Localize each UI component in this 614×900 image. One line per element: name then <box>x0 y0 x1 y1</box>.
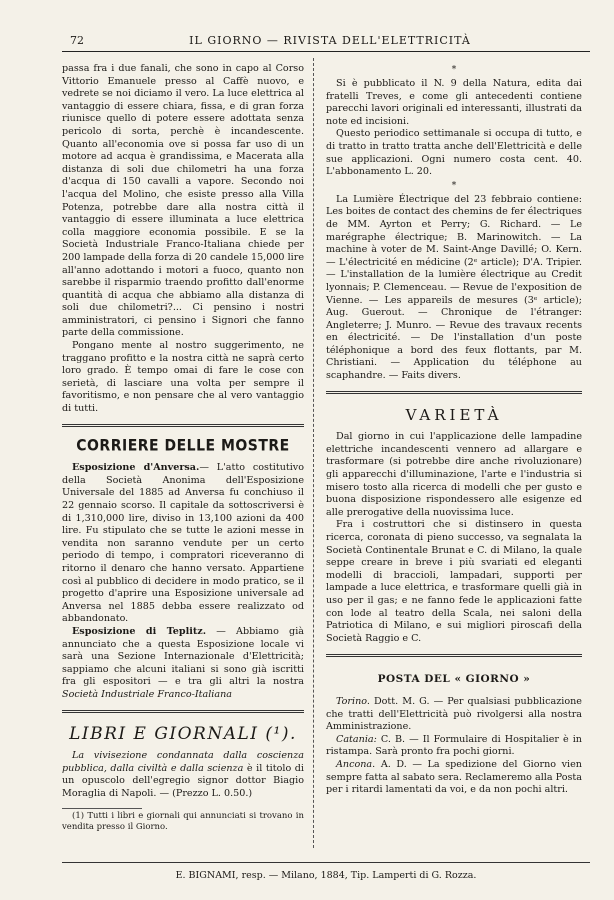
book-title: La vivisezione condannata dalla coscienza pubblica, dalla civiltà e dalla scienza <box>62 750 304 774</box>
footer-rule <box>62 862 590 863</box>
footnote-rule <box>62 808 142 809</box>
asterisk-divider: * <box>451 180 457 191</box>
teplitz-heading: Esposizione di Teplitz. <box>72 625 207 637</box>
paragraph-lumiere: La Lumière Électrique del 23 febbraio contiene: Les boites de contact des chemins de fer électriques de MM. Ayrton et Perry; G. Richard. — Le marégraphe électrique; B. Marinowitch. — La machine à voter de M. Saint-Ange Davillé; O. Kern. — L'électricité en médicine (2ᵉ article); D'A. Tripier. — L'installation de la lumière électrique au Credit lyonnais; P. Clemenceau. — Revue de l'exposition de Vienne. — Les appareils de mesures (3ᵉ article); Aug. Guerout. — Chronique de l'étranger: Angleterre; J. Munro. — Revue des travaux recents en électricité. — De l'installation d'un poste téléphonique a bord des feux flottants, par M. Christiani. — Application du téléphone au scaphandre. — Faits divers. <box>326 193 582 382</box>
posta-item: Catania: C. B. — Il Formulaire di Hospitalier è in ristampa. Sarà pronto fra pochi giorni. <box>326 733 582 758</box>
journal-title: IL GIORNO — RIVISTA DELL'ELETTRICITÀ <box>189 34 471 47</box>
section-divider <box>62 706 304 718</box>
footnote: (1) Tutti i libri e giornali qui annunciati si trovano in vendita presso il Giorno. <box>62 811 304 832</box>
paragraph-libri: La vivisezione condannata dalla coscienza pubblica, dalla civiltà e dalla scienza è il titolo di un opuscolo dell'egregio signor dottor Biagio Moraglia di Napoli. — (Prezzo L. 0.50.) <box>62 750 304 799</box>
section-divider <box>326 649 582 661</box>
imprint: E. BIGNAMI, resp. — Milano, 1884, Tip. Lamperti di G. Rozza. <box>175 870 477 881</box>
paragraph: Si è pubblicato il N. 9 della Natura, edita dai fratelli Treves, e come gli antecedenti contiene parecchi lavori originali ed interessanti, illustrati da note ed incisioni. <box>326 78 582 127</box>
section-divider <box>62 420 304 432</box>
company-name: Società Industriale Franco-Italiana <box>62 688 232 700</box>
paragraph-teplitz: Esposizione di Teplitz. — Abbiamo già annunciato che a questa Esposizione locale vi sarà una Sezione Internazionale d'Elettricità; sappiamo che alcuni italiani si sono già iscritti fra gli espositori — e tra gli altri la nostra Società Industriale Franco-Italiana <box>62 625 304 700</box>
posta-item: Torino. Dott. M. G. — Per qualsiasi pubblicazione che tratti dell'Elettricità può rivolgersi alla nostra Amministrazione. <box>326 695 582 733</box>
left-column <box>62 63 304 832</box>
anversa-heading: Esposizione d'Anversa. <box>72 462 200 474</box>
paragraph: Pongano mente al nostro suggerimento, ne traggano profitto e la nostra città ne saprà certo loro grado. È tempo omai di fare le cose con serietà, di lasciare una volta per sempre il favoritismo, e non pensare che al vero vantaggio di tutti. <box>62 340 304 415</box>
paragraph: Fra i costruttori che si distinsero in questa ricerca, coronata di pieno successo, va segnalata la Società Continentale Brunat e C. di Milano, la quale seppe creare in breve i più svariati ed eleganti modelli di braccioli, lampadari, supporti per lampade a luce elettrica, e trasformare quelli già in uso per il gas; e ne fanno fede le applicazioni fatte con lode al teatro della Scala, nei saloni della Patriotica di Milano, e sui migliori piroscafi della Società Raggio e C. <box>326 519 582 644</box>
running-header <box>70 34 590 48</box>
section-divider <box>326 387 582 399</box>
asterisk-divider: * <box>451 65 457 75</box>
column-separator <box>313 58 314 848</box>
posta-item: Ancona. A. D. — La spedizione del Giorno vien sempre fatta al sabato sera. Reclameremo alla Posta per i ritardi lamentati da voi, e da non pochi altri. <box>326 758 582 796</box>
section-title-corriere: CORRIERE DELLE MOSTRE <box>76 436 290 455</box>
right-column <box>326 63 582 797</box>
paragraph: Dal giorno in cui l'applicazione delle lampadine elettriche incandescenti vennero ad allargare e trasformare (si potrebbe dire anche rivoluzionare) gli apparecchi d'illuminazione, l'arte e l'industria si misero tosto alla ricerca di modelli che per gusto e buona disposizione rispondessero alle esigenze ed alle prerogative della nuovissima luce. <box>326 431 582 518</box>
paragraph: Questo periodico settimanale si occupa di tutto, e di tratto in tratto tratta anche dell'Elettricità e delle sue applicazioni. Ogni numero costa cent. 40. L'abbonamento L. 20. <box>326 128 582 178</box>
section-title-libri: LIBRI E GIORNALI (¹). <box>69 723 297 744</box>
header-rule <box>62 51 590 52</box>
paragraph-anversa: Esposizione d'Anversa.— L'atto costitutivo della Società Anonima dell'Esposizione Universale del 1885 ad Anversa fu conchiuso il 22 gennaio scorso. Il capitale da sottoscriversi è di 1,310,000 lire, diviso in 13,100 azioni da 400 lire. Fu stipulato che se tutte le azioni messe in vendita non saranno vendute per un certo periodo di tempo, i compratori riceveranno di ritorno il denaro che hanno versato. Appartiene così al pubblico di decidere in modo pratico, se il progetto d'aprire una Esposizione universale ad Anversa nel 1885 debba essere realizzato od abbandonato. <box>62 462 305 625</box>
page-number: 72 <box>70 34 84 47</box>
section-title-varieta: VARIETÀ <box>405 405 503 424</box>
paragraph: passa fra i due fanali, che sono in capo al Corso Vittorio Emanuele presso al Caffè nuovo, e vedrete se noi diciamo il vero. La luce elettrica al vantaggio di essere chiara, fissa, e di gran forza riunisce quello di potere essere adottata senza pericolo di sorta, perchè è incandescente. Quanto all'economia ove si possa far uso di un motore ad acqua è grandissima, e Macerata alla distanza di soli due chilometri ha una forza d'acqua di 150 cavalli a vapore. Secondo noi l'acqua del Molino, che esiste presso alla Villa Potenza, potrebbe dare alla nostra città il vantaggio di essere illuminata a luce elettrica colla maggiore economia possibile. E se la Società Industriale Franco-Italiana chiede per 200 lampade della forza di 20 candele 15,000 lire all'anno adottando i motori a fuoco, quanto non sarebbe il risparmio traendo profitto dall'enorme quantità di acqua che abbiamo alla distanza di soli due chilometri?... Ci pensino i nostri amministratori, ci pensino i Signori che fanno parte della commissione. <box>62 63 304 339</box>
section-title-posta: POSTA DEL « GIORNO » <box>377 673 531 686</box>
